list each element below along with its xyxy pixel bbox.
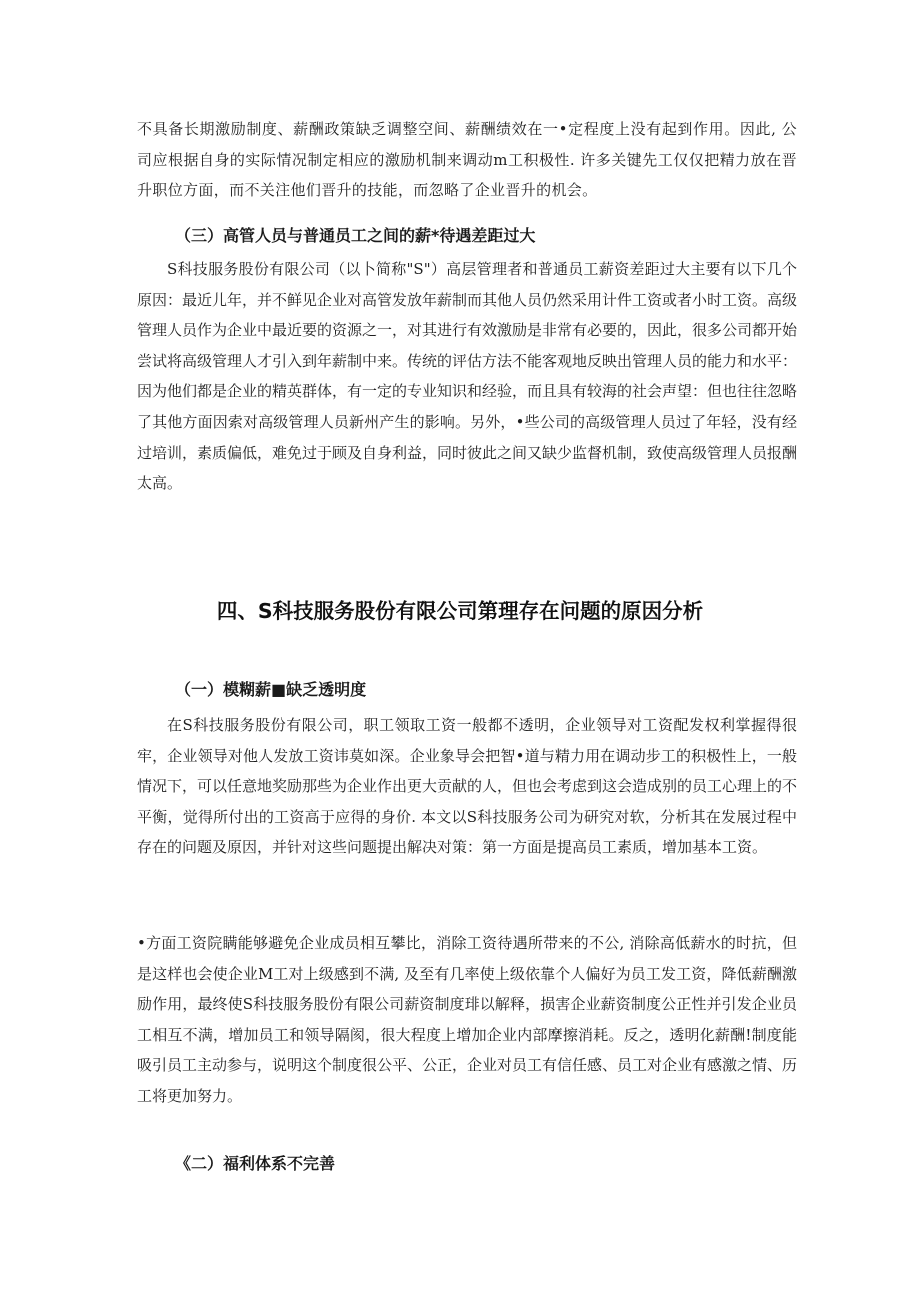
paragraph-section-3: S科技服务股份有限公司（以卜简称"S"）高层管理者和普通员工薪资差距过大主要有以下几个原因：最近儿年，并不鲜见企业对高管发放年薪制而其他人员仍然采用计件工资或者小时工资。高级管理人员作为企业中最近要的资源之一，对其进行有效激励是非常有必要的，因此，很多公司都开始尝试将高级管理人才引入到年薪制中来。传统的评估方法不能客观地反映出管理人员的能力和水平：因为他们都是企业的精英群体，有一定的专业知识和经验，而且具有较海的社会声望：但也往往忽略了其他方面因索对高级管理人员新州产生的影响。另外，•些公司的高级管理人员过了年轻，没有经过培训，素质偏低，难免过于顾及自身利益，同时彼此之间又缺少监督机制，致使高级管理人员报酬太高。 [137, 260, 798, 493]
chapter-heading-4: 四、S科技服务股份有限公司第理存在问题的原因分析 [216, 599, 704, 623]
subsection-heading-2: 《二）福利体系不完善 [175, 1154, 336, 1173]
paragraph-intro: 不具备长期激励制度、薪酬政策缺乏调整空间、薪酬绩效在一•定程度上没有起到作用。因此, 公司应根据自身的实际情况制定相应的激励机制来调动m工积极性. 许多关键先工仅仅把精力放在晋升职位方面，而不关注他们晋升的技能，而忽略了企业晋升的机会。 [137, 120, 797, 200]
subsection-heading-1: （一）模糊薪■缺乏透明度 [175, 680, 367, 699]
paragraph-subsection-1a: 在S科技服务股份有限公司，职工领取工资一般都不透明，企业领导对工资配发权利掌握得很牢，企业领导对他人发放工资讳莫如深。企业象导会把智•道与精力用在调动步工的积极性上，一般情况下，可以任意地奖励那些为企业作出更大贡献的人，但也会考虑到这会造成别的员工心理上的不平衡，觉得所付出的工资高于应得的身价. 本文以S科技服务公司为研究对软，分析其在发展过程中存在的问题及原因，并针对这些问题提出解决对策：第一方面是提高员工素质，增加基本工资。 [137, 716, 798, 857]
paragraph-subsection-1b: •方面工资院瞒能够避免企业成员相互攀比，消除工资待遇所带来的不公, 消除高低薪水的时抗，但是这样也会使企业M工对上级感到不满, 及至有几率使上级依靠个人偏好为员工发工资，降低薪酬激励作用，最终使S科技服务股份有限公司薪资制度琲以解释，损害企业薪资制度公正性并引发企业员工相互不满，增加员工和领导隔阂，很大程度上增加企业内部摩擦消耗。反之，透明化薪酬!制度能吸引员工主动参与，说明这个制度很公平、公正，企业对员工有信任感、员工对企业有感激之情、历工将更加努力。 [137, 934, 798, 1105]
section-heading-3: （三）高管人员与普通员工之间的薪*待遇差距过大 [175, 226, 536, 245]
